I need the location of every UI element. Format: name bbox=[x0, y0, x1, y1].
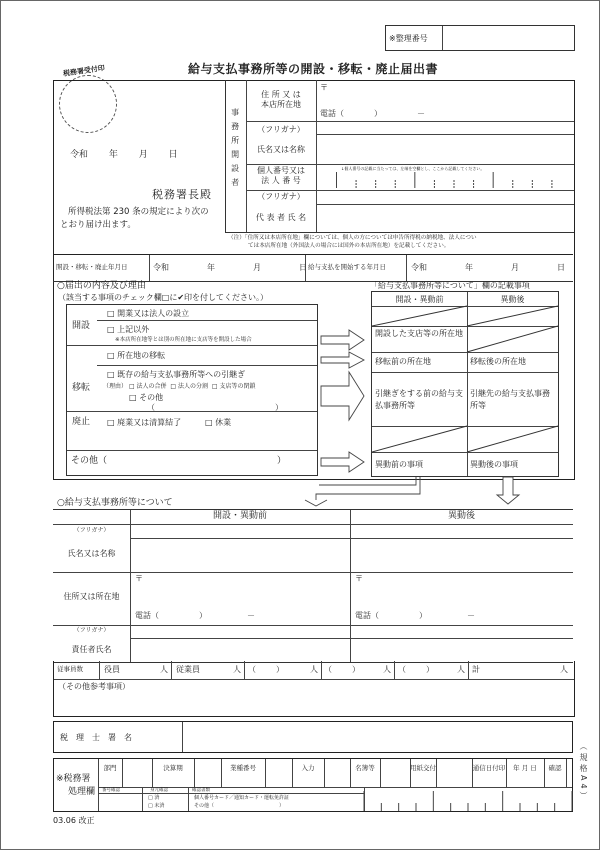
identity-yes[interactable]: □ 済 bbox=[148, 795, 160, 801]
addressee: 税務署長殿 bbox=[152, 188, 212, 201]
statement-line2: とおり届け出ます。 bbox=[60, 220, 136, 230]
open-opt1[interactable]: □ 開業又は法人の設立 bbox=[107, 309, 190, 318]
rep-furigana-input[interactable] bbox=[318, 191, 572, 205]
office-phone-before: 電話（ ） － bbox=[135, 611, 255, 620]
office-use-cell-label: 用紙交付 bbox=[410, 764, 436, 772]
employees-block bbox=[53, 661, 575, 717]
ref-number-label: ※整理番号 bbox=[389, 34, 428, 43]
guide-diagonals bbox=[372, 292, 558, 476]
other-notes-label: （その他参考事項） bbox=[58, 682, 130, 691]
manager-after-input[interactable] bbox=[353, 640, 573, 662]
guide-transfer-before: 引継ぎをする前の給与支払事務所等 bbox=[375, 389, 463, 410]
applicant-table bbox=[225, 80, 574, 233]
address-input[interactable] bbox=[330, 82, 574, 106]
note-line2: ては本店所在地（外国法人の場合には国外の本店所在地）を記載してください。 bbox=[248, 243, 450, 249]
employees-custom2[interactable]: （ ） 人 bbox=[324, 665, 391, 674]
guide-move-after: 移転後の所在地 bbox=[470, 357, 526, 366]
ref-number-input[interactable] bbox=[444, 28, 576, 50]
office-address-label: 住所又は所在地 bbox=[63, 592, 120, 601]
close-opt1[interactable]: □ 廃業又は清算結了 bbox=[107, 418, 182, 427]
name-input[interactable] bbox=[318, 137, 572, 164]
date-year: 年 bbox=[108, 150, 118, 160]
side-note: （規格A4） bbox=[579, 742, 588, 803]
office-postal-before: 〒 bbox=[135, 574, 143, 583]
office-use-cell-label: 部門 bbox=[103, 764, 117, 772]
furigana-label: （フリガナ） bbox=[257, 125, 305, 134]
pay-date-label: 給与支払を開始する年月日 bbox=[308, 263, 386, 271]
office-use-cell-label: 年 月 日 bbox=[513, 764, 537, 772]
office-name-before-input[interactable] bbox=[133, 540, 351, 572]
tax-accountant-block bbox=[53, 721, 573, 753]
office-use-block bbox=[53, 758, 573, 812]
other-notes-input[interactable] bbox=[58, 693, 572, 717]
move-reason-split[interactable]: □ 法人の分割 bbox=[170, 383, 208, 390]
number-check-label: 番号確認 bbox=[102, 788, 120, 793]
employees-custom1[interactable]: （ ） 人 bbox=[248, 665, 318, 674]
number-label: 個人番号又は 法 人 番 号 bbox=[257, 166, 305, 185]
guide-open-before: 開設した支店等の所在地 bbox=[375, 329, 463, 338]
dates-row bbox=[53, 254, 573, 282]
office-col-before: 開設・異動前 bbox=[212, 511, 267, 521]
office-furigana1: （フリガナ） bbox=[73, 527, 110, 534]
office-use-cell-label: 業種番号 bbox=[230, 764, 256, 772]
identity-check-label: 身元確認 bbox=[150, 788, 168, 793]
doc-line1: 個人番号カード／通知カード・運転免許証 bbox=[194, 795, 290, 801]
office-number-boxes[interactable] bbox=[54, 759, 574, 813]
office-use-cell-label: 入力 bbox=[301, 764, 315, 772]
tax-accountant-input[interactable] bbox=[186, 726, 570, 750]
office-use-cell-label: 通信日付印 bbox=[472, 764, 506, 772]
employees-staff[interactable]: 従業員 人 bbox=[176, 665, 241, 674]
guide-transfer-after: 引継先の給与支払事務所等 bbox=[470, 389, 550, 410]
individual-number-boxes[interactable] bbox=[336, 172, 571, 189]
close-opt2[interactable]: □ 休業 bbox=[205, 418, 232, 427]
office-use-cell-label: 名簿等 bbox=[355, 764, 375, 772]
move-other-paren: （ ） bbox=[147, 403, 283, 412]
open-opt2-note: ※本店所在地等とは別の所在地に支店等を開設した場合 bbox=[115, 337, 252, 343]
manager-before-input[interactable] bbox=[133, 640, 351, 662]
office-use-cell-label: 確認 bbox=[548, 764, 562, 772]
manager-label: 責任者氏名 bbox=[71, 645, 112, 654]
close-label: 廃止 bbox=[72, 417, 91, 427]
office-table bbox=[53, 509, 573, 663]
number-note: ↓個人番号の記載に当たっては、左端を空欄とし、ここから記載してください。 bbox=[341, 166, 485, 171]
entry-guide-table bbox=[371, 291, 559, 477]
furigana-input[interactable] bbox=[318, 123, 572, 135]
submit-date bbox=[70, 150, 178, 161]
move-opt1[interactable]: □ 所在地の移転 bbox=[107, 351, 166, 360]
office-col-after: 異動後 bbox=[447, 511, 475, 521]
date-month: 月 bbox=[138, 150, 148, 160]
reasons-heading: ○届出の内容及び理由 bbox=[57, 281, 146, 291]
revision-label: 03.06 改正 bbox=[53, 816, 95, 825]
guide-col-before: 開設・異動前 bbox=[395, 295, 444, 304]
employees-total[interactable]: 計 人 bbox=[472, 665, 568, 674]
employees-custom3[interactable]: （ ） 人 bbox=[398, 665, 465, 674]
date-era: 令和 bbox=[70, 150, 89, 160]
other-reason[interactable]: その他（ ） bbox=[71, 456, 287, 466]
move-reason-closure[interactable]: □ 支店等の閉鎖 bbox=[211, 383, 256, 390]
doc-check-label: 確認書類 bbox=[192, 788, 210, 793]
ref-number-box bbox=[385, 25, 575, 51]
office-postal-after: 〒 bbox=[355, 574, 363, 583]
move-reason-other[interactable]: □ その他 bbox=[129, 393, 164, 402]
reasons-instruction: （該当する事項のチェック欄□に✔印を付してください。） bbox=[58, 293, 269, 302]
doc-line2: その他（ ） bbox=[194, 803, 285, 809]
open-date[interactable]: 令和 年 月 日 bbox=[153, 263, 307, 272]
guide-other-before: 異動前の事項 bbox=[375, 460, 423, 469]
guide-other-after: 異動後の事項 bbox=[470, 460, 518, 469]
reasons-table bbox=[66, 304, 318, 476]
name-label: 氏名又は名称 bbox=[257, 145, 305, 154]
side-label: 事務所開設者 bbox=[230, 108, 240, 192]
move-label: 移転 bbox=[72, 383, 91, 393]
furigana2-label: （フリガナ） bbox=[257, 192, 305, 201]
date-day: 日 bbox=[168, 150, 178, 160]
office-phone-after: 電話（ ） － bbox=[355, 611, 475, 620]
guide-col-after: 異動後 bbox=[500, 295, 525, 304]
rep-input[interactable] bbox=[318, 206, 572, 232]
office-use-label: ※税務署 処理欄 bbox=[56, 774, 96, 797]
entry-guide-heading: 「給与支払事務所等について」欄の記載事項 bbox=[370, 281, 530, 290]
move-reasons: （理由） □ 法人の合併 □ 法人の分割 □ 支店等の閉鎖 bbox=[103, 383, 256, 390]
open-opt2[interactable]: □ 上記以外 bbox=[107, 325, 150, 334]
note-line1: （注）「住所又は本店所在地」欄については、個人の方については申告所得税の納税地、法人につい bbox=[228, 235, 477, 241]
address-label: 住 所 又 は 本店所在地 bbox=[261, 90, 301, 109]
open-date-label: 開設・移転・廃止年月日 bbox=[56, 263, 128, 271]
move-reason-merger[interactable]: □ 法人の合併 bbox=[128, 383, 167, 390]
office-use-cell-label: 決算期 bbox=[163, 764, 183, 772]
office-furigana2: （フリガナ） bbox=[73, 627, 110, 634]
statement-line1: 所得税法第 230 条の規定により次の bbox=[68, 207, 209, 217]
rep-label: 代 表 者 氏 名 bbox=[255, 213, 307, 222]
tax-accountant-label: 税 理 士 署 名 bbox=[60, 733, 132, 742]
employees-label: 従事員数 bbox=[57, 665, 83, 673]
identity-no[interactable]: □ 未済 bbox=[148, 803, 165, 809]
office-heading: ○給与支払事務所等について bbox=[57, 498, 173, 508]
office-name-after-input[interactable] bbox=[353, 540, 573, 572]
guide-move-before: 移転前の所在地 bbox=[375, 357, 431, 366]
employees-officers[interactable]: 役員 人 bbox=[104, 665, 168, 674]
pay-date[interactable]: 令和 年 月 日 bbox=[411, 263, 565, 272]
move-opt2[interactable]: □ 既存の給与支払事務所等への引継ぎ bbox=[107, 370, 246, 379]
stamp-label: 税務署受付印 bbox=[62, 64, 106, 78]
form-title: 給与支払事務所等の開設・移転・廃止届出書 bbox=[188, 62, 439, 76]
office-name-label: 氏名又は名称 bbox=[67, 549, 116, 558]
open-label: 開設 bbox=[72, 321, 91, 331]
postal-mark: 〒 bbox=[320, 83, 328, 92]
phone-field: 電話（ ） － bbox=[320, 109, 425, 118]
